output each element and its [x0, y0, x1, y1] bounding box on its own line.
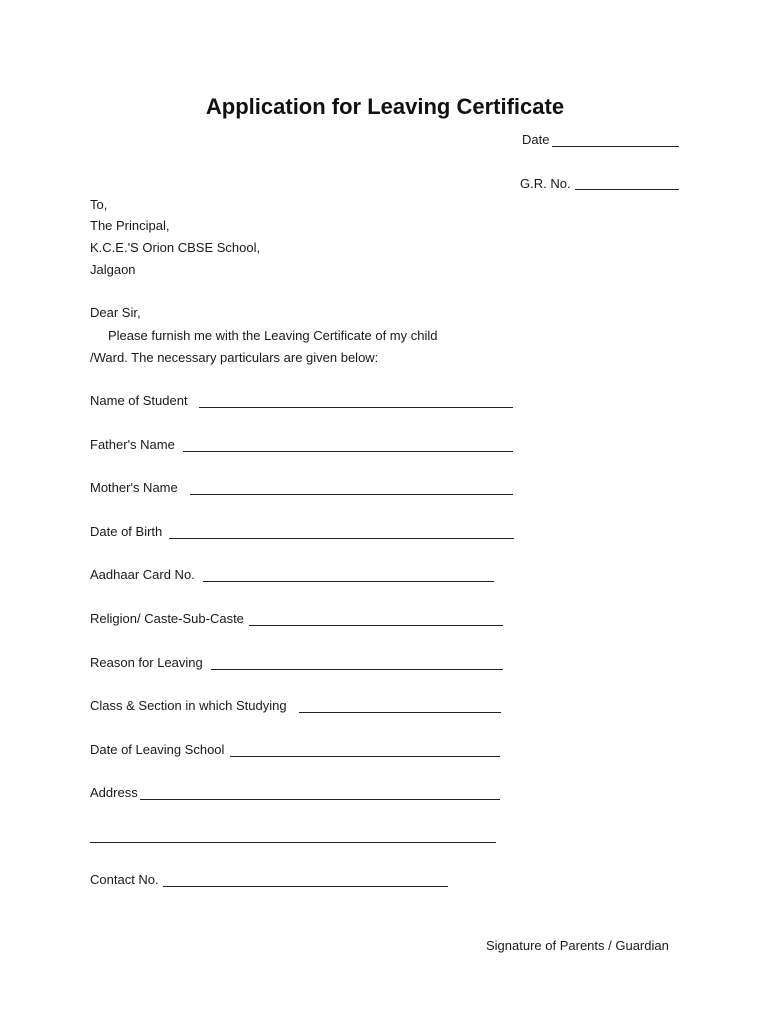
address-field-line-1[interactable]: [140, 799, 500, 800]
father-name-label: Father's Name: [90, 437, 175, 452]
class-section-label: Class & Section in which Studying: [90, 698, 287, 713]
page-title: Application for Leaving Certificate: [205, 94, 565, 119]
dob-label: Date of Birth: [90, 524, 163, 539]
religion-label: Religion/ Caste-Sub-Caste: [90, 611, 244, 626]
aadhaar-field[interactable]: [203, 581, 494, 582]
reason-field[interactable]: [211, 669, 503, 670]
signature-label: Signature of Parents / Guardian: [486, 938, 669, 953]
address-principal: The Principal,: [90, 218, 170, 233]
gr-number-field[interactable]: [575, 189, 679, 190]
reason-label: Reason for Leaving: [90, 655, 203, 670]
address-field-line-2[interactable]: [90, 842, 496, 843]
letter-body-line-1: Please furnish me with the Leaving Certificate of my child: [108, 328, 438, 343]
mother-name-field[interactable]: [190, 494, 513, 495]
student-name-field[interactable]: [199, 407, 513, 408]
leaving-date-label: Date of Leaving School: [90, 742, 225, 757]
student-name-label: Name of Student: [90, 393, 188, 408]
salutation: Dear Sir,: [90, 305, 141, 320]
contact-label: Contact No.: [90, 872, 159, 887]
mother-name-label: Mother's Name: [90, 480, 178, 495]
address-city: Jalgaon: [90, 262, 136, 277]
leaving-date-field[interactable]: [230, 756, 500, 757]
letter-body-line-2: /Ward. The necessary particulars are given below:: [90, 350, 379, 365]
gr-number-label: G.R. No.: [520, 176, 571, 191]
religion-field[interactable]: [249, 625, 503, 626]
aadhaar-label: Aadhaar Card No.: [90, 567, 195, 582]
address-to: To,: [90, 197, 108, 212]
father-name-field[interactable]: [183, 451, 513, 452]
dob-field[interactable]: [169, 538, 514, 539]
address-label: Address: [90, 785, 138, 800]
class-section-field[interactable]: [299, 712, 501, 713]
date-field[interactable]: [552, 146, 679, 147]
address-school: K.C.E.'S Orion CBSE School,: [90, 240, 261, 255]
date-label: Date: [522, 132, 550, 147]
contact-field[interactable]: [163, 886, 448, 887]
